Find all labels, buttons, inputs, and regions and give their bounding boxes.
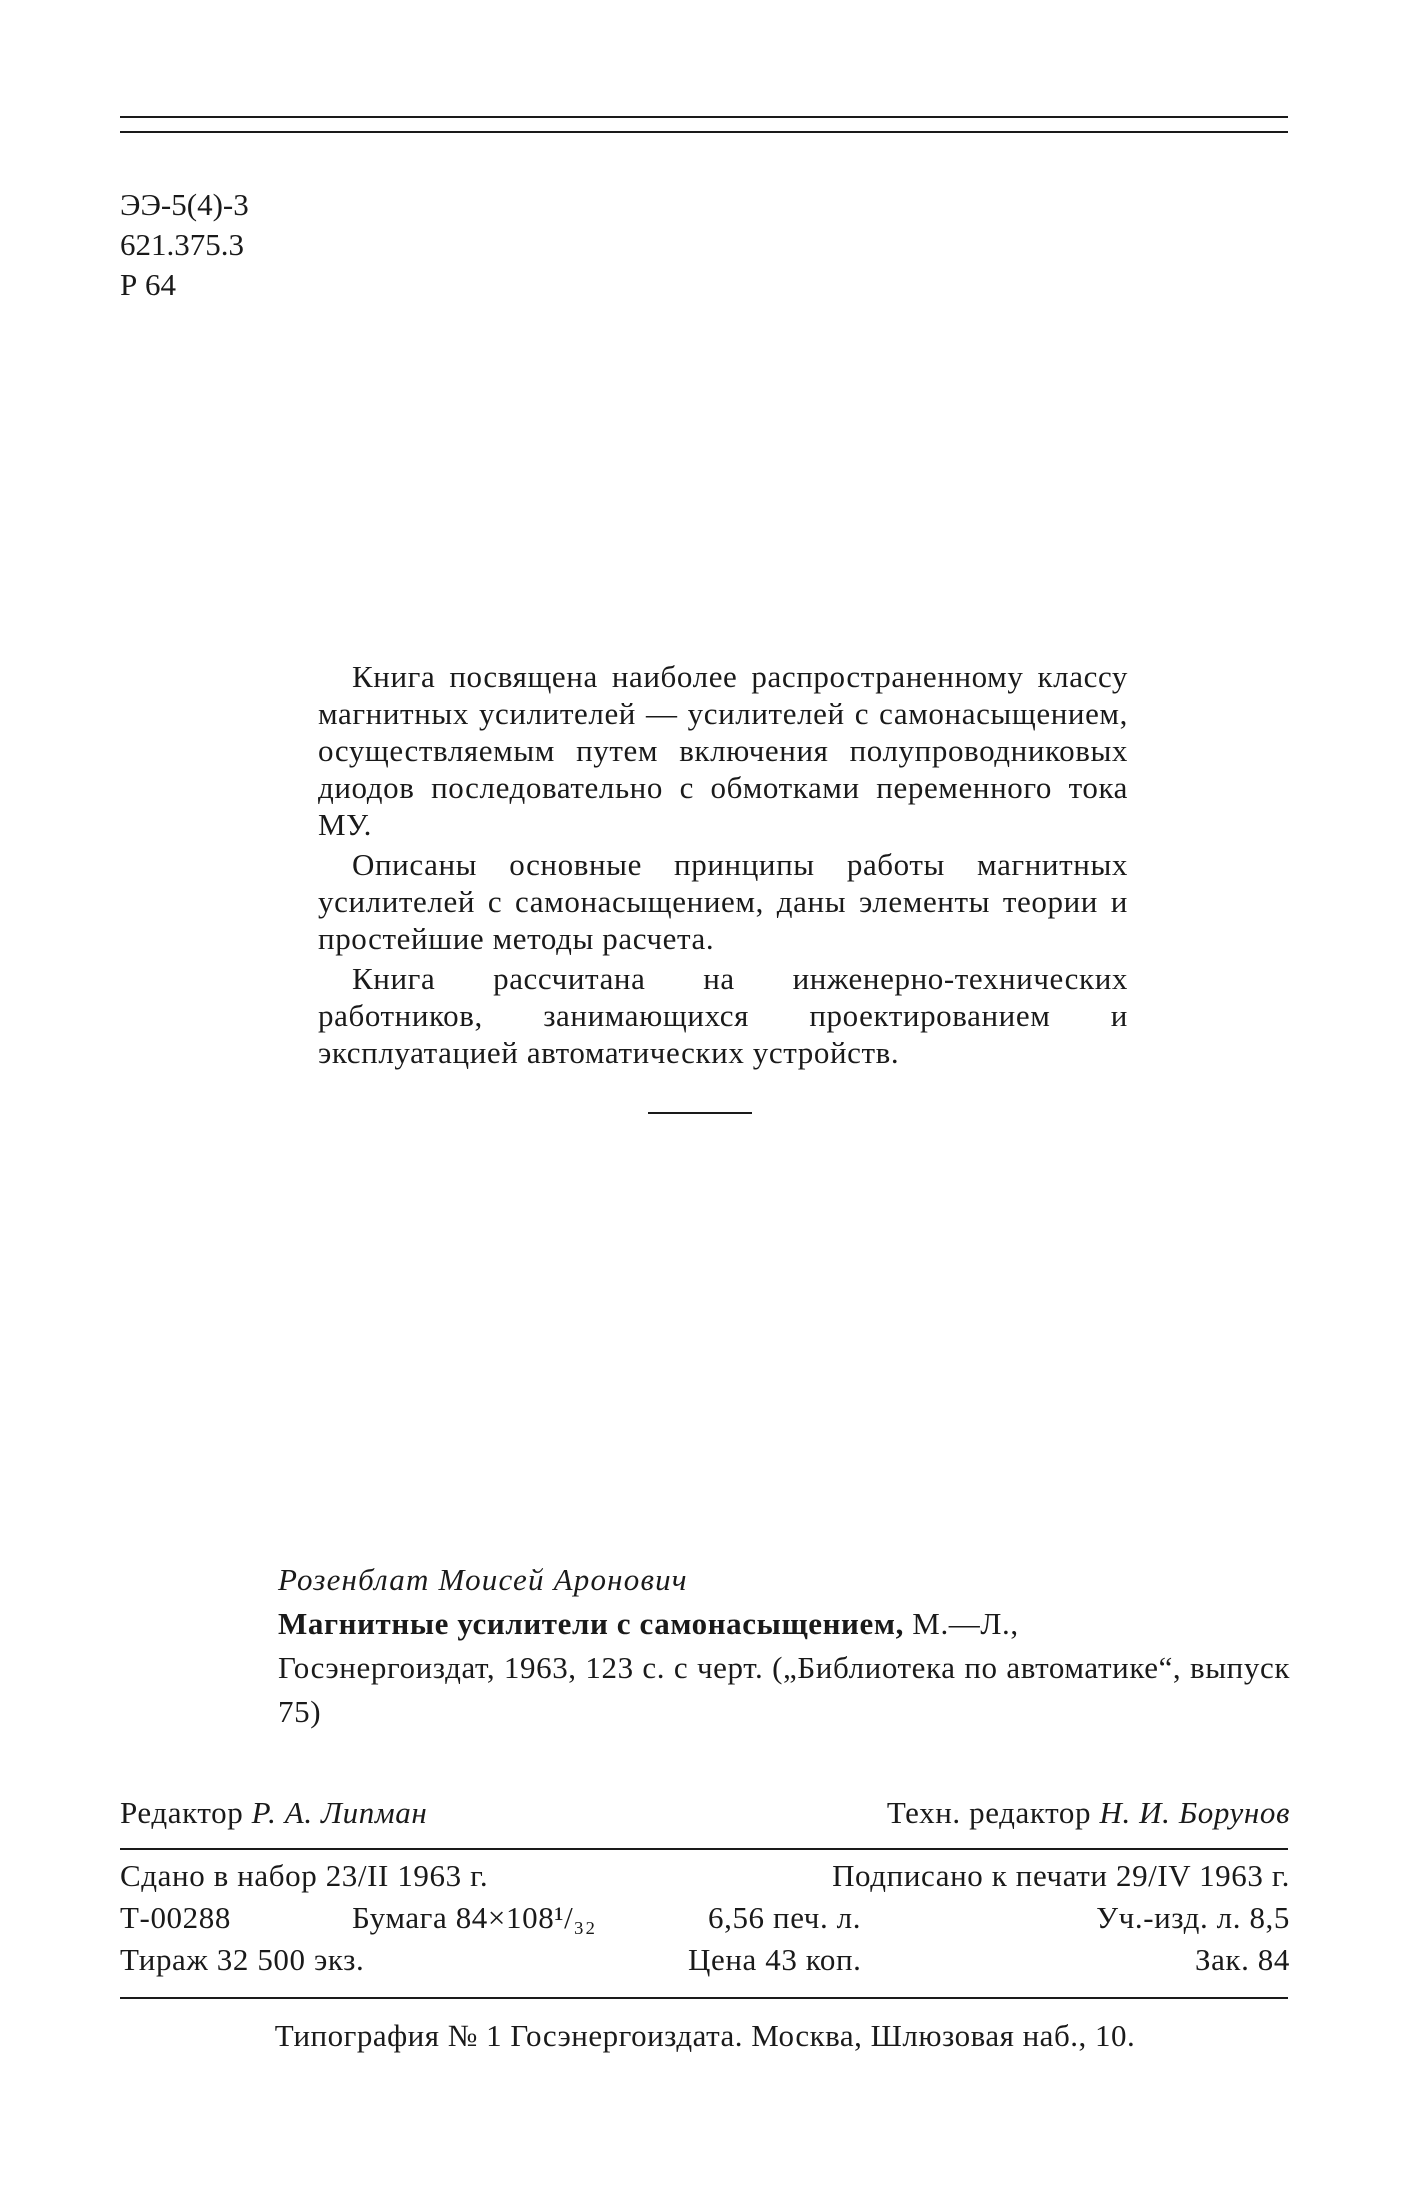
price: Цена 43 коп. — [688, 1942, 862, 1977]
classification-codes — [120, 185, 249, 305]
order-number: Зак. 84 — [1194, 1942, 1290, 1977]
book-title: Магнитные усилители с самонасыщением, — [278, 1606, 904, 1641]
publisher-details: Госэнергоиздат, 1963, 123 с. с черт. („Библиотека по автоматике“, выпуск 75) — [278, 1650, 1290, 1729]
editor-name: Р. А. Липман — [251, 1795, 428, 1830]
paper-format: Бумага 84×108¹/₃₂ — [352, 1900, 597, 1935]
tech-editor-credit — [887, 1795, 1290, 1831]
editor-credit — [120, 1795, 427, 1831]
editor-label: Редактор — [120, 1795, 244, 1830]
print-code: Т-00288 — [120, 1900, 231, 1935]
tech-editor-label: Техн. редактор — [886, 1795, 1092, 1830]
tech-editor-name: Н. И. Борунов — [1099, 1795, 1290, 1830]
imprint-top-rule — [120, 1848, 1288, 1850]
top-rule-2 — [120, 131, 1288, 133]
classification-line-1: ЭЭ-5(4)-3 — [120, 187, 249, 222]
print-run: Тираж 32 500 экз. — [120, 1942, 365, 1977]
signed-to-print: Подписано к печати 29/IV 1963 г. — [832, 1858, 1290, 1893]
short-separator — [648, 1112, 752, 1114]
printing-house: Типография № 1 Госэнергоиздата. Москва, Шлюзовая наб., 10. — [274, 2018, 1136, 2053]
udc-code: 621.375.3 — [120, 227, 244, 262]
author-name: Розенблат Моисей Аронович — [278, 1562, 688, 1597]
library-code: Р 64 — [120, 267, 176, 302]
book-title-line — [278, 1602, 1290, 1646]
print-sheets: 6,56 печ. л. — [708, 1900, 862, 1935]
publishing-sheets: Уч.-изд. л. 8,5 — [1096, 1900, 1290, 1935]
bibliographic-record — [278, 1558, 1290, 1734]
abstract-paragraph-1: Книга посвящена наиболее распространенному классу магнитных усилителей — усилителей с самонасыщением, осуществляемым путем включения полупроводниковых диодов последовательно с обмотками переменного тока МУ. — [318, 659, 1128, 842]
imprint-bottom-rule — [120, 1997, 1288, 1999]
abstract-paragraph-3: Книга рассчитана на инженерно-технических работников, занимающихся проектированием и эксплуатацией автоматических устройств. — [318, 961, 1128, 1070]
sent-to-set: Сдано в набор 23/II 1963 г. — [120, 1858, 489, 1893]
publication-place: М.—Л., — [903, 1606, 1019, 1641]
top-rule-1 — [120, 116, 1288, 118]
abstract — [318, 658, 1128, 1074]
abstract-paragraph-2: Описаны основные принципы работы магнитных усилителей с самонасыщением, даны элементы теории и простейшие методы расчета. — [318, 847, 1128, 956]
